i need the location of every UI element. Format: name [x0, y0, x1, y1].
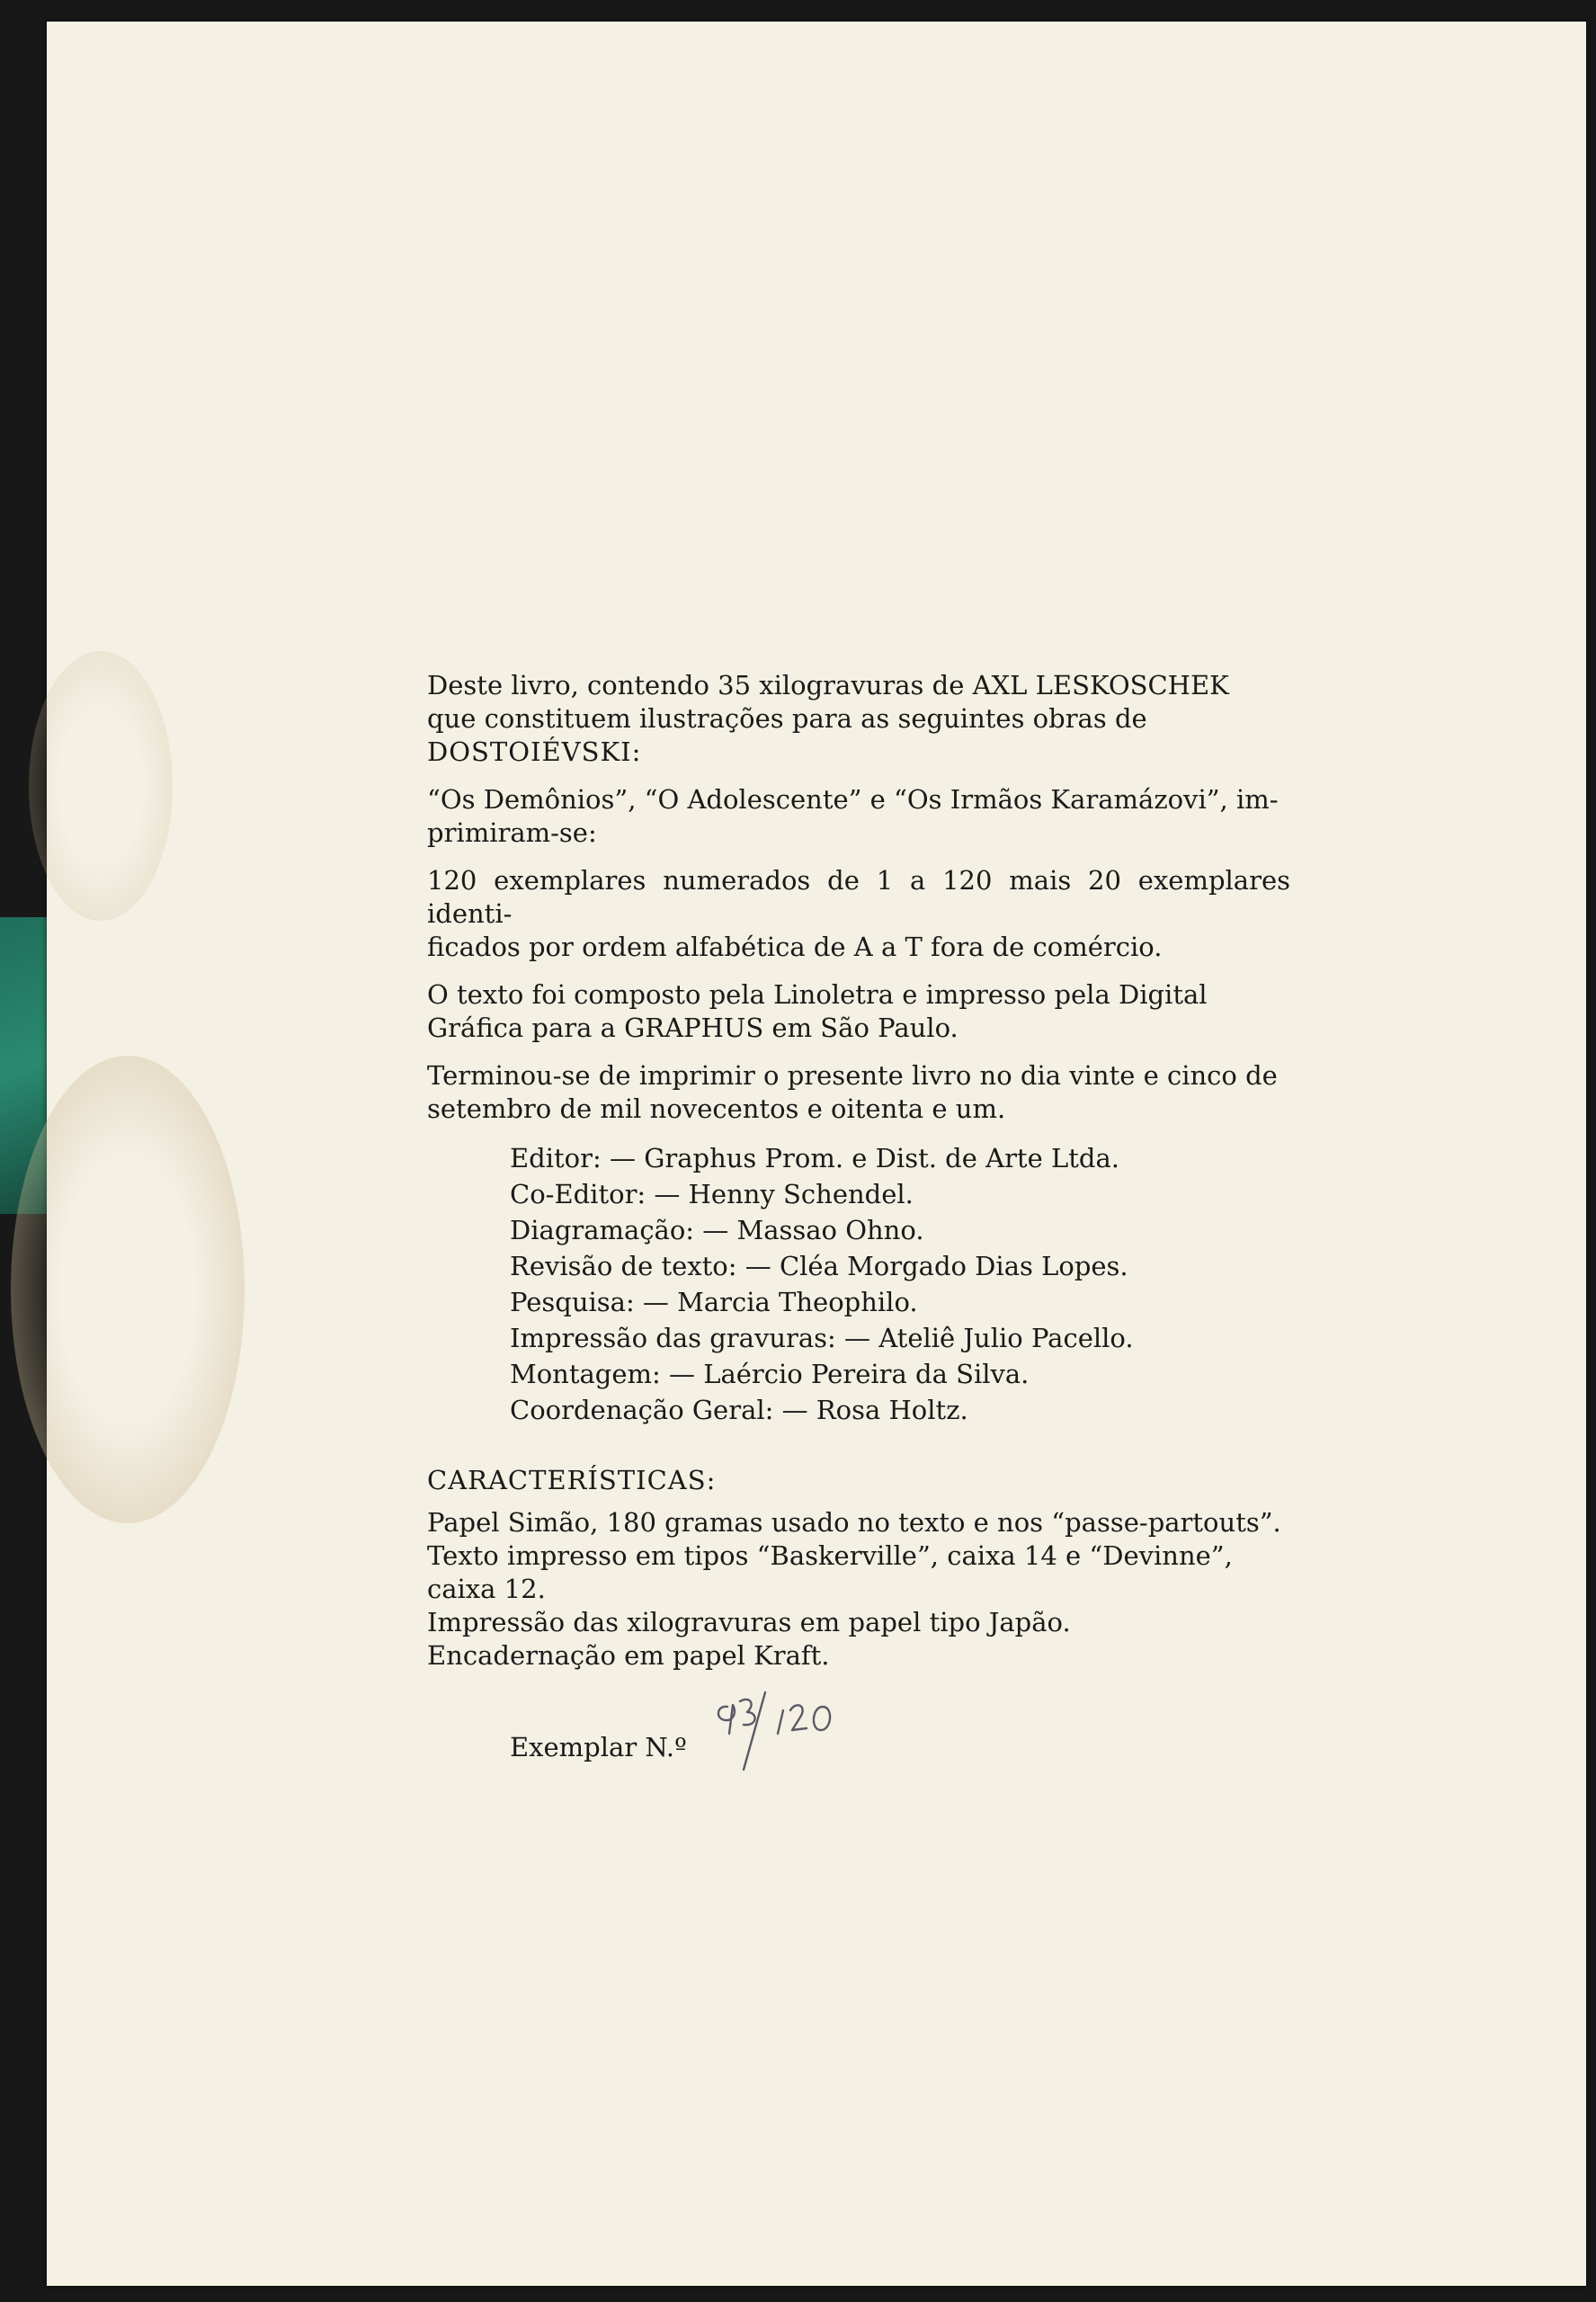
exemplar-number-line: [510, 1698, 1290, 1762]
copies-line: 120 exemplares numerados de 1 a 120 mais 20 exemplares identi-: [427, 865, 1290, 929]
characteristic-line: Papel Simão, 180 gramas usado no texto e nos “passe-partouts”.: [427, 1507, 1281, 1538]
colophon-page: [47, 22, 1586, 2286]
copies-paragraph: [427, 864, 1290, 964]
composition-line: O texto foi composto pela Linoletra e impresso pela Digital: [427, 979, 1208, 1010]
credits-list: [510, 1140, 1290, 1428]
characteristic-line: Encadernação em papel Kraft.: [427, 1640, 830, 1671]
works-line: “Os Demônios”, “O Adolescente” e “Os Irmãos Karamázovi”, im-: [427, 784, 1279, 815]
intro-line: Deste livro, contendo 35 xilogravuras de AXL LESKOSCHEK: [427, 670, 1229, 700]
credit-engraving-printing: Impressão das gravuras: — Ateliê Julio Pacello.: [510, 1323, 1134, 1353]
copies-line: ficados por ordem alfabética de A a T fora de comércio.: [427, 932, 1163, 962]
intro-line: DOSTOIÉVSKI:: [427, 736, 642, 767]
finished-line: setembro de mil novecentos e oitenta e um.: [427, 1093, 1006, 1124]
characteristics-list: [427, 1506, 1290, 1673]
credit-layout: Diagramação: — Massao Ohno.: [510, 1215, 924, 1245]
handwritten-copy-number: [708, 1680, 869, 1779]
intro-paragraph: [427, 669, 1290, 769]
intro-line: que constituem ilustrações para as seguintes obras de: [427, 703, 1147, 734]
works-paragraph: [427, 783, 1290, 850]
works-line: primiram-se:: [427, 817, 597, 848]
credit-co-editor: Co-Editor: — Henny Schendel.: [510, 1179, 914, 1209]
characteristic-line: Texto impresso em tipos “Baskerville”, caixa 14 e “Devinne”,: [427, 1540, 1233, 1571]
credit-research: Pesquisa: — Marcia Theophilo.: [510, 1287, 918, 1317]
composition-paragraph: [427, 978, 1290, 1045]
colophon-text: [427, 669, 1290, 1762]
finished-line: Terminou-se de imprimir o presente livro no dia vinte e cinco de: [427, 1060, 1278, 1091]
credit-proofreading: Revisão de texto: — Cléa Morgado Dias Lopes.: [510, 1251, 1128, 1281]
characteristic-line: caixa 12.: [427, 1574, 546, 1604]
composition-line: Gráfica para a GRAPHUS em São Paulo.: [427, 1013, 958, 1043]
credit-editor: Editor: — Graphus Prom. e Dist. de Arte Ltda.: [510, 1143, 1119, 1173]
characteristics-title: CARACTERÍSTICAS:: [427, 1465, 717, 1495]
exemplar-label: Exemplar N.º: [510, 1731, 687, 1762]
characteristic-line: Impressão das xilogravuras em papel tipo Japão.: [427, 1607, 1071, 1637]
finished-paragraph: [427, 1059, 1290, 1126]
credit-assembly: Montagem: — Laércio Pereira da Silva.: [510, 1359, 1030, 1389]
paper-stain: [29, 651, 173, 921]
credit-coordination: Coordenação Geral: — Rosa Holtz.: [510, 1395, 968, 1425]
paper-stain: [11, 1056, 245, 1523]
